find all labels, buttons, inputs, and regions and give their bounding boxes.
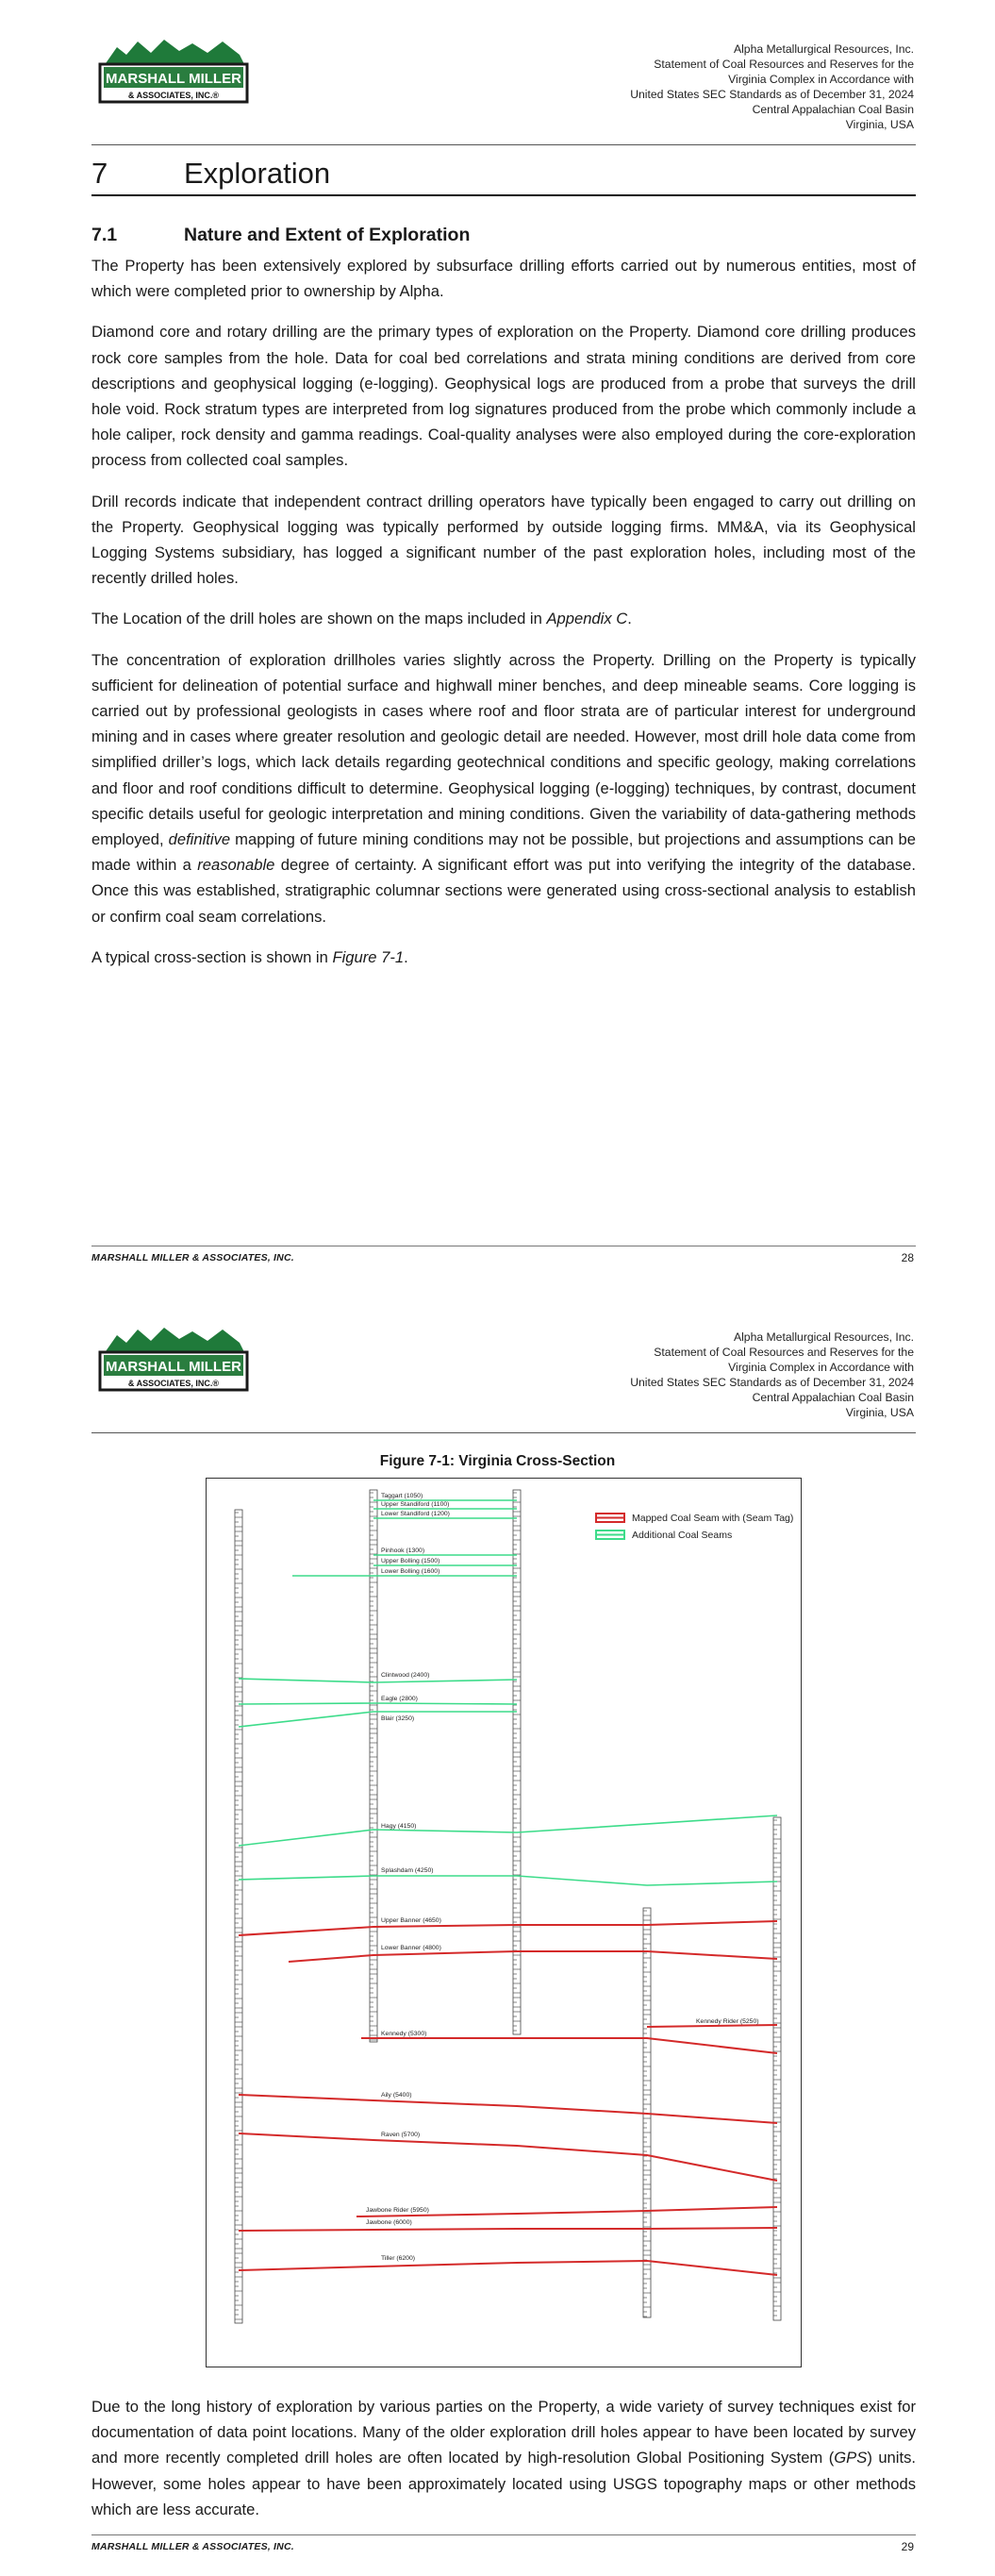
drill-hole-log: [235, 1510, 242, 2323]
seam-label: Blair (3250): [381, 1715, 415, 1722]
seam-label: Upper Banner (4650): [381, 1917, 441, 1924]
page-number: 29: [901, 2540, 914, 2553]
chapter-rule: [91, 194, 916, 196]
report-header: Alpha Metallurgical Resources, Inc. Statement of Coal Resources and Reserves for the Virginia Complex in Accordance with United States SEC Standards as of December 31, 2024 Central Appalachian Coal Basin Virginia, USA: [630, 42, 914, 131]
logo-text-bottom: & ASSOCIATES, INC.®: [127, 1379, 220, 1388]
seam-label: Aily (5400): [381, 2092, 412, 2099]
section-title: 7.1 Nature and Extent of Exploration: [91, 225, 471, 245]
seam-label: Lower Bolling (1600): [381, 1568, 440, 1575]
page1-body: [91, 253, 916, 985]
seam-label: Jawbone (6000): [366, 2219, 412, 2226]
paragraph: A typical cross-section is shown in Figure 7-1.: [91, 947, 408, 966]
figure-caption: Figure 7-1: Virginia Cross-Section: [379, 1453, 616, 1469]
footer-company: MARSHALL MILLER & ASSOCIATES, INC.: [91, 1252, 294, 1263]
seam-label: Raven (5700): [381, 2132, 421, 2138]
header-divider: [91, 144, 916, 145]
seam-label: Lower Standiford (1200): [381, 1511, 450, 1517]
footer-company: MARSHALL MILLER & ASSOCIATES, INC.: [91, 2541, 294, 2552]
seam-label: Eagle (2800): [381, 1696, 418, 1702]
drill-hole-log: [513, 1490, 521, 2034]
footer-divider: [91, 2534, 916, 2535]
logo-text-top: MARSHALL MILLER: [106, 71, 241, 87]
seam-label: Taggart (1050): [381, 1493, 423, 1499]
seam-label: Jawbone Rider (5950): [366, 2207, 429, 2214]
seam-label: Upper Bolling (1500): [381, 1558, 440, 1564]
legend-additional-label: Additional Coal Seams: [632, 1530, 733, 1541]
seam-label: Hagy (4150): [381, 1823, 417, 1830]
logo-text-top: MARSHALL MILLER: [106, 1359, 241, 1375]
page2-body: [91, 2394, 916, 2537]
cross-section-figure: [206, 1478, 802, 2367]
seam-label: Pinhook (1300): [381, 1547, 425, 1554]
chapter-title: 7 Exploration: [91, 157, 331, 190]
header-divider: [91, 1432, 916, 1433]
report-header: Alpha Metallurgical Resources, Inc. Statement of Coal Resources and Reserves for the Virginia Complex in Accordance with United States SEC Standards as of December 31, 2024 Central Appalachian Coal Basin Virginia, USA: [630, 1330, 914, 1419]
paragraph: Diamond core and rotary drilling are the primary types of exploration on the Property. Diamond core drilling produces rock core samples from the hole. Data for coal bed correlations and strata mining conditions are derived from core descriptions and geophysical logging (e-logging). Geophysical logs are produced from a probe that surveys the drill hole void. Rock stratum types are interpreted from log signatures produced from the probe which commonly include a hole caliper, rock density and gamma readings. Coal-quality analyses were also employed during the core-exploration process from collected coal samples.: [91, 323, 916, 470]
figure-7-1-link[interactable]: Figure 7-1: [332, 947, 405, 966]
seam-label: Kennedy (5300): [381, 2031, 427, 2037]
company-logo: [98, 38, 249, 106]
seam-label: Clintwood (2400): [381, 1672, 430, 1679]
paragraph: The Property has been extensively explored by subsurface drilling efforts carried out by numerous entities, most of which were completed prior to ownership by Alpha.: [91, 257, 916, 301]
company-logo: [98, 1326, 249, 1394]
page-29: [0, 1288, 995, 2576]
paragraph: The Location of the drill holes are shown on the maps included in Appendix C.: [91, 610, 632, 628]
paragraph: The concentration of exploration drillholes varies slightly across the Property. Drilling on the Property is typically sufficient for delineation of potential surface and highwall miner benches, and deep mineable seams. Core logging is carried out by professional geologists in cases where roof and floor strata are of particular interest for underground mining and in cases where greater resolution and geologic detail are needed. However, most drill hole data come from simplified driller’s logs, which lack details regarding geotechnical conditions and specific geology, making correlations and floor and roof conditions difficult to determine. Geophysical logging (e-logging) techniques, by contrast, document specific details useful for geologic interpretation and mining conditions. Given the variability of data-gathering methods employed, definitive mapping of future mining conditions may not be possible, but projections and assumptions can be made within a reasonable degree of certainty. A significant effort was put into verifying the integrity of the database. Once this was established, stratigraphic columnar sections were generated using cross-sectional analysis to establish or confirm coal seam correlations.: [91, 650, 916, 926]
page-number: 28: [901, 1251, 914, 1264]
appendix-c-link[interactable]: Appendix C: [546, 610, 628, 628]
seam-label: Upper Standiford (1100): [381, 1501, 450, 1508]
seam-label: Lower Banner (4800): [381, 1945, 441, 1951]
seam-label: Kennedy Rider (5250): [696, 2018, 759, 2025]
drill-hole-log: [773, 1817, 781, 2320]
paragraph: Drill records indicate that independent contract drilling operators have typically been engaged to carry out drilling on the Property. Geophysical logging was typically performed by outside logging firms. MM&A, via its Geophysical Logging Systems subsidiary, has logged a significant number of the past exploration holes, including most of the recently drilled holes.: [91, 492, 916, 588]
legend-mapped-label: Mapped Coal Seam with (Seam Tag): [632, 1513, 794, 1524]
logo-text-bottom: & ASSOCIATES, INC.®: [127, 91, 220, 100]
paragraph: Due to the long history of exploration by various parties on the Property, a wide variety of survey techniques exist for documentation of data point locations. Many of the older exploration drill holes appear to have been located by survey and more recently completed drill holes are often located by high-resolution Global Positioning System (GPS) units. However, some holes appear to have been approximately located using USGS topography maps or other methods which are less accurate.: [91, 2398, 916, 2518]
seam-label: Splashdam (4250): [381, 1867, 434, 1874]
seam-label: Tiller (6200): [381, 2255, 416, 2262]
drill-hole-log: [370, 1490, 377, 2042]
